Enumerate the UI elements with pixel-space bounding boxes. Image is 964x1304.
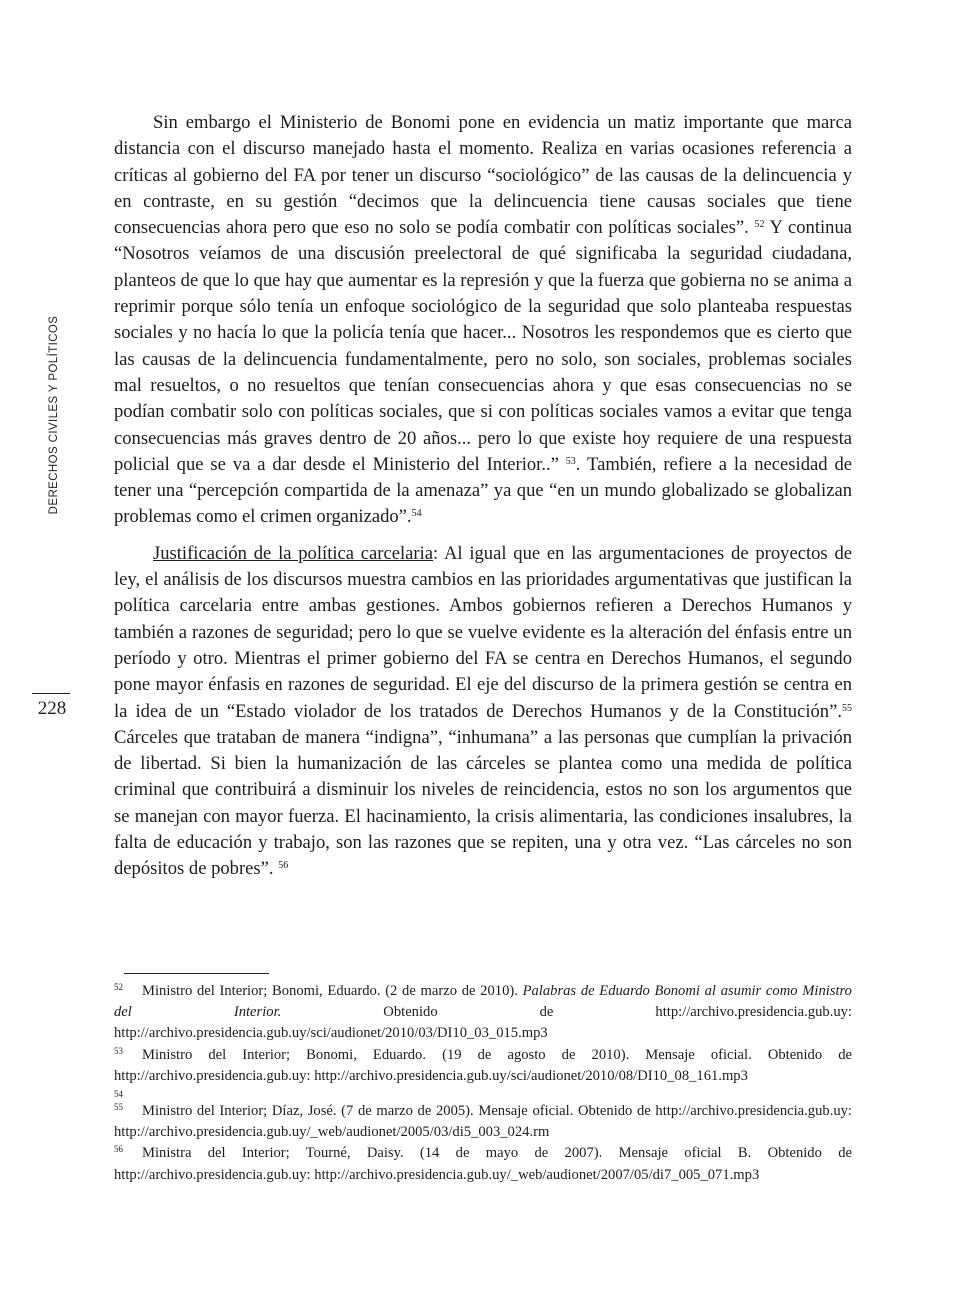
body-text (114, 110, 852, 883)
page-number: 228 (37, 698, 67, 719)
paragraph-text: Y continua “Nosotros veíamos de una discusión preelectoral de qué significaba la seguridad ciudadana, planteos de que lo que hay que aumentar es la represión y que la fuerza que gobierna no se anima a reprimir porque sólo tenía un enfoque sociológico de la seguridad que solo planteaba respuestas sociales y no hacía lo que la policía tenía que hacer... Nosotros les respondemos que es cierto que las causas de la delincuencia fundamentalmente, pero no solo, son sociales, problemas sociales mal resueltos, o no resueltos que tenían consecuencias ahora y que esas consecuencias no se podían combatir solo con políticas sociales, que si con políticas sociales vamos a evitar que tenga consecuencias más graves dentro de 20 años... pero lo que existe hoy requiere de una respuesta policial que se va a dar desde el Ministerio del Interior..” (114, 217, 852, 475)
footnote-ref-55[interactable]: 55 (842, 702, 852, 714)
footnote-ref-52[interactable]: 52 (754, 219, 765, 231)
footnote-53: 53 Ministro del Interior; Bonomi, Eduardo. (19 de agosto de 2010). Mensaje oficial. Obtenido de http://archivo.presidencia.gub.uy: http://archivo.presidencia.gub.uy/sci/audionet/2010/08/DI10_08_161.mp3 (114, 1045, 852, 1084)
paragraph-text: . También, refiere a la necesidad de tener una “percepción compartida de la amenaza” ya que “en un mundo globalizado se globalizan problemas como el crimen organizado”. (114, 453, 852, 528)
footnote-54 (114, 1087, 852, 1101)
footnotes (114, 981, 852, 1186)
page-number-rule (32, 693, 70, 694)
footnote-text: Ministro del Interior; Bonomi, Eduardo. (2 de marzo de 2010). (142, 983, 523, 999)
footnote-52: 52 Ministro del Interior; Bonomi, Eduardo. (2 de marzo de 2010). Palabras de Eduardo Bonomi al asumir como Ministro del Interior. Obtenido de http://archivo.presidencia.gub.uy: http://archivo.presidencia.gub.uy/sci/audionet/2010/03/DI10_03_015.mp3 (114, 982, 852, 1042)
footnote-separator (124, 973, 269, 974)
footnote-number: 54 (114, 1089, 123, 1100)
footnote-56: 56 Ministra del Interior; Tourné, Daisy. (14 de mayo de 2007). Mensaje oficial B. Obtenido de http://archivo.presidencia.gub.uy: http://archivo.presidencia.gub.uy/_web/audionet/2007/05/di7_005_071.mp3 (114, 1144, 852, 1183)
footnote-ref-53[interactable]: 53 (565, 455, 576, 467)
footnote-ref-54[interactable]: 54 (411, 508, 422, 520)
footnote-title: Palabras de Eduardo Bonomi al asumir como Ministro del Interior. (114, 983, 852, 1021)
footnote-text: Ministro del Interior; Bonomi, Eduardo. (19 de agosto de 2010). Mensaje oficial. Obtenido de http://archivo.presidencia.gub.uy: http://archivo.presidencia.gub.uy/sci/audionet/2010/08/DI10_08_161.mp3 (114, 1046, 852, 1084)
paragraph-bonomi-discourse (114, 110, 852, 531)
footnote-text: Ministro del Interior; Díaz, José. (7 de marzo de 2005). Mensaje oficial. Obtenido de http://archivo.presidencia.gub.uy: http://archivo.presidencia.gub.uy/_web/audionet/2005/03/di5_003_024.rm (114, 1103, 852, 1141)
footnote-ref-56[interactable]: 56 (278, 860, 289, 872)
section-heading: Justificación de la política carcelaria (153, 542, 434, 564)
footnote-text: Ministra del Interior; Tourné, Daisy. (14 de mayo de 2007). Mensaje oficial B. Obtenido de http://archivo.presidencia.gub.uy: http://archivo.presidencia.gub.uy/_web/audionet/2007/05/di7_005_071.mp3 (114, 1145, 852, 1183)
running-header-text: DERECHOS CIVILES Y POLÍTICOS (48, 315, 60, 515)
footnote-55: 55 Ministro del Interior; Díaz, José. (7 de marzo de 2005). Mensaje oficial. Obtenido de http://archivo.presidencia.gub.uy: http://archivo.presidencia.gub.uy/_web/audionet/2005/03/di5_003_024.rm (114, 1102, 852, 1141)
paragraph-text: Sin embargo el Ministerio de Bonomi pone en evidencia un matiz importante que marca distancia con el discurso manejado hasta el momento. Realiza en varias ocasiones referencia a críticas al gobierno del FA por tener un discurso “sociológico” de las causas de la delincuencia y en contraste, en su gestión “decimos que la delincuencia tiene causas sociales que tiene consecuencias ahora pero que eso no solo se podía combatir con políticas sociales”. (114, 112, 852, 239)
paragraph-text: : Al igual que en las argumentaciones de proyectos de ley, el análisis de los discursos muestra cambios en las prioridades argumentativas que justifican la política carcelaria entre ambas gestiones. Ambos gobiernos refieren a Derechos Humanos y también a razones de seguridad; pero lo que se vuelve evidente es la alteración del énfasis entre un período y otro. Mientras el primer gobierno del FA se centra en Derechos Humanos, el segundo pone mayor énfasis en razones de seguridad. El eje del discurso de la primera gestión se centra en la idea de un “Estado violador de los tratados de Derechos Humanos y de la Constitución”. (114, 542, 852, 722)
paragraph-prison-policy (114, 541, 852, 883)
footnote-text: Obtenido de http://archivo.presidencia.gub.uy: http://archivo.presidencia.gub.uy/sci/audionet/2010/03/DI10_03_015.mp3 (114, 1004, 852, 1042)
paragraph-text: Cárceles que trataban de manera “indigna”, “inhumana” a las personas que cumplían la privación de libertad. Si bien la humanización de las cárceles se plantea como una medida de política criminal que contribuirá a disminuir los niveles de reincidencia, estos no son los argumentos que se manejan con mayor fuerza. El hacinamiento, la crisis alimentaria, las condiciones insalubres, la falta de educación y trabajo, son las razones que se repiten, una y otra vez. “Las cárceles no son depósitos de pobres”. (114, 726, 852, 880)
running-header (34, 315, 74, 515)
